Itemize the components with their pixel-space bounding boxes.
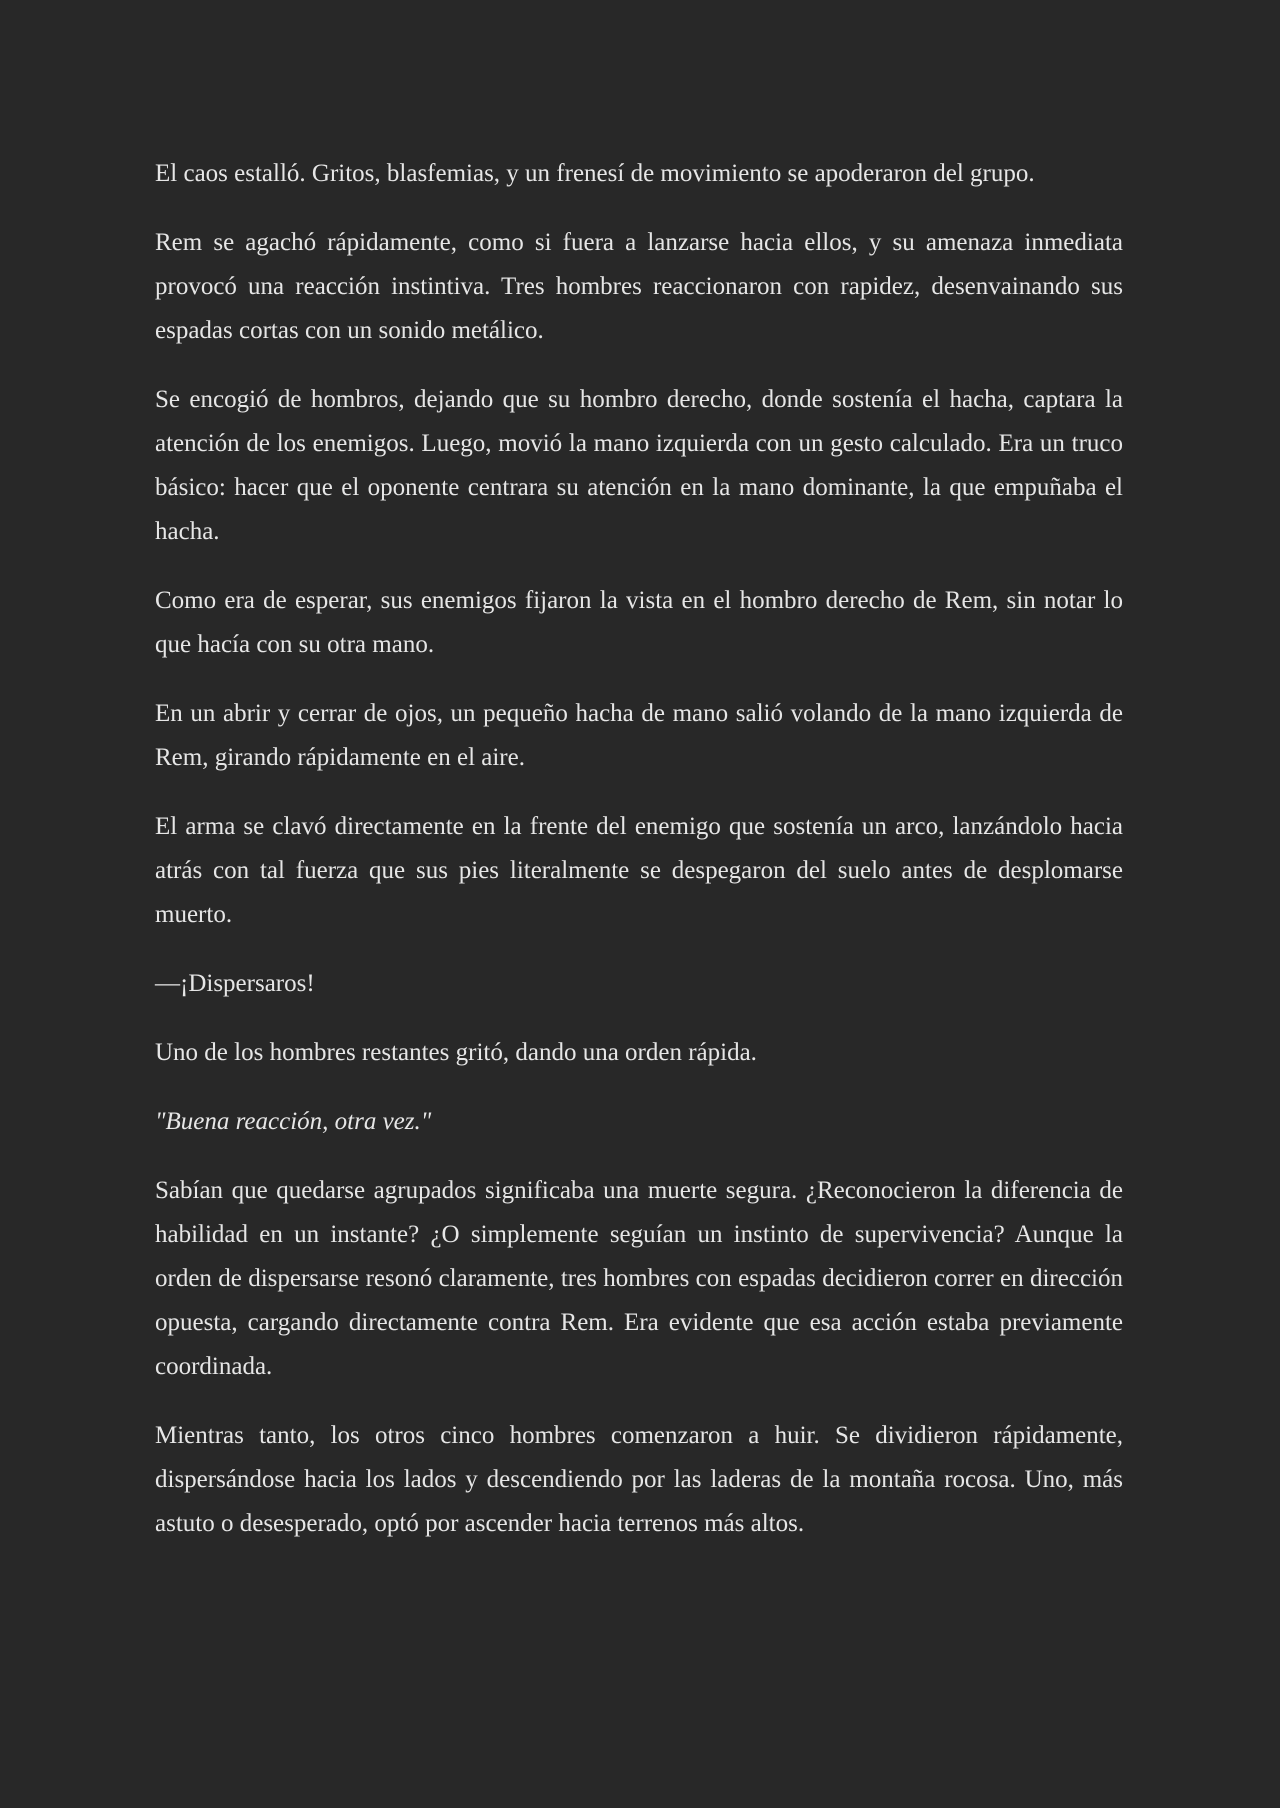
paragraph-8: Uno de los hombres restantes gritó, dando una orden rápida. [155,1039,757,1066]
dialogue-line: —¡Dispersaros! [155,970,315,997]
paragraph-2: Rem se agachó rápidamente, como si fuera a lanzarse hacia ellos, y su amenaza inmediata provocó una reacción instintiva. Tres hombres reaccionaron con rapidez, desenvainando sus espadas cortas con un sonido metálico. [155,229,1123,344]
paragraph-4: Como era de esperar, sus enemigos fijaron la vista en el hombro derecho de Rem, sin notar lo que hacía con su otra mano. [155,587,1123,658]
paragraph-1: El caos estalló. Gritos, blasfemias, y un frenesí de movimiento se apoderaron del grupo. [155,160,1035,187]
paragraph-3: Se encogió de hombros, dejando que su hombro derecho, donde sostenía el hacha, captara la atención de los enemigos. Luego, movió la mano izquierda con un gesto calculado. Era un truco básico: hacer que el oponente centrara su atención en la mano dominante, la que empuñaba el hacha. [155,386,1123,545]
paragraph-11: Mientras tanto, los otros cinco hombres comenzaron a huir. Se dividieron rápidamente, dispersándose hacia los lados y descendiendo por las laderas de la montaña rocosa. Uno, más astuto o desesperado, optó por ascender hacia terrenos más altos. [155,1422,1123,1537]
paragraph-10: Sabían que quedarse agrupados significaba una muerte segura. ¿Reconocieron la diferencia de habilidad en un instante? ¿O simplemente seguían un instinto de supervivencia? Aunque la orden de dispersarse resonó claramente, tres hombres con espadas decidieron correr en dirección opuesta, cargando directamente contra Rem. Era evidente que esa acción estaba previamente coordinada. [155,1177,1123,1380]
paragraph-6: El arma se clavó directamente en la frente del enemigo que sostenía un arco, lanzándolo hacia atrás con tal fuerza que sus pies literalmente se despegaron del suelo antes de desplomarse muerto. [155,813,1123,928]
paragraph-5: En un abrir y cerrar de ojos, un pequeño hacha de mano salió volando de la mano izquierda de Rem, girando rápidamente en el aire. [155,700,1123,771]
inner-thought: "Buena reacción, otra vez." [155,1108,432,1135]
chapter-text [155,152,1123,1571]
